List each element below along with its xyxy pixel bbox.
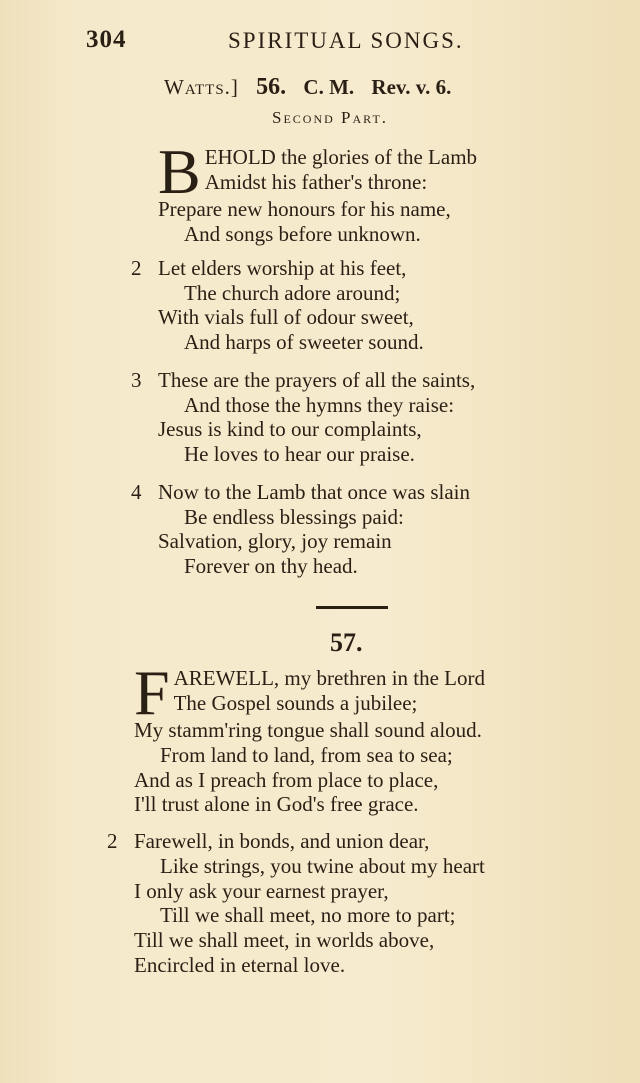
verse-line: Now to the Lamb that once was slain (158, 480, 471, 504)
verse-line: The church adore around; (184, 280, 401, 305)
verse-line: Forever on thy head. (184, 554, 358, 579)
verse-line: Be endless blessings paid: (184, 504, 404, 529)
hymn-meter: C. M. (303, 75, 355, 99)
verse-line: From land to land, from sea to sea; (160, 742, 453, 767)
verse-line: Amidst his father's throne: (204, 169, 428, 194)
hymn-57-verse-2 (107, 829, 485, 978)
verse-line: I'll trust alone in God's free grace. (134, 792, 419, 817)
verse-line: These are the prayers of all the saints, (158, 368, 476, 392)
scripture-reference: Rev. v. 6. (371, 75, 452, 99)
verse-line: EHOLD the glories of the Lamb (204, 145, 478, 169)
hymn-56-header (164, 74, 463, 101)
verse-line: Jesus is kind to our complaints, (158, 417, 422, 442)
verse-line: And as I preach from place to place, (134, 767, 439, 792)
hymn-56-verse-4 (131, 480, 471, 579)
verse-line: The Gospel sounds a jubilee; (173, 690, 418, 715)
verse-line: My stamm'ring tongue shall sound aloud. (134, 718, 482, 742)
page-number: 304 (86, 26, 127, 53)
hymn-56-verse-1 (158, 136, 478, 246)
hymn-number: 56. (256, 74, 287, 100)
hymn-56-verse-2 (131, 256, 424, 355)
verse-line: I only ask your earnest prayer, (134, 878, 389, 903)
verse-line: Till we shall meet, in worlds above, (134, 928, 435, 953)
hymn-number: 57. (330, 628, 363, 657)
verse-line: With vials full of odour sweet, (158, 305, 414, 330)
verse-line: And songs before unknown. (184, 221, 421, 246)
verse-number: 2 (107, 829, 118, 853)
verse-number: 4 (131, 480, 142, 504)
hymn-57-verse-1 (134, 657, 486, 817)
verse-number: 3 (131, 368, 142, 392)
verse-line: And those the hymns they raise: (184, 392, 455, 417)
verse-line: Till we shall meet, no more to part; (160, 903, 456, 928)
verse-line: Prepare new honours for his name, (158, 197, 451, 221)
verse-line: Encircled in eternal love. (134, 952, 346, 977)
drop-cap: B (158, 136, 201, 207)
section-divider (316, 606, 388, 609)
verse-line: AREWELL, my brethren in the Lord (173, 666, 486, 690)
running-head (0, 26, 640, 58)
hymn-56-verse-3 (131, 368, 476, 467)
verse-line: And harps of sweeter sound. (184, 330, 424, 355)
drop-cap: F (134, 657, 170, 728)
hymn-subtitle: Second Part. (272, 108, 389, 127)
verse-line: Like strings, you twine about my heart (160, 853, 485, 878)
verse-line: Salvation, glory, joy remain (158, 529, 392, 554)
hymn-author: Watts.] (164, 75, 239, 99)
verse-line: Farewell, in bonds, and union dear, (134, 829, 430, 853)
verse-line: Let elders worship at his feet, (158, 256, 407, 280)
running-title: SPIRITUAL SONGS. (228, 28, 464, 53)
verse-number: 2 (131, 256, 142, 280)
verse-line: He loves to hear our praise. (184, 442, 415, 467)
